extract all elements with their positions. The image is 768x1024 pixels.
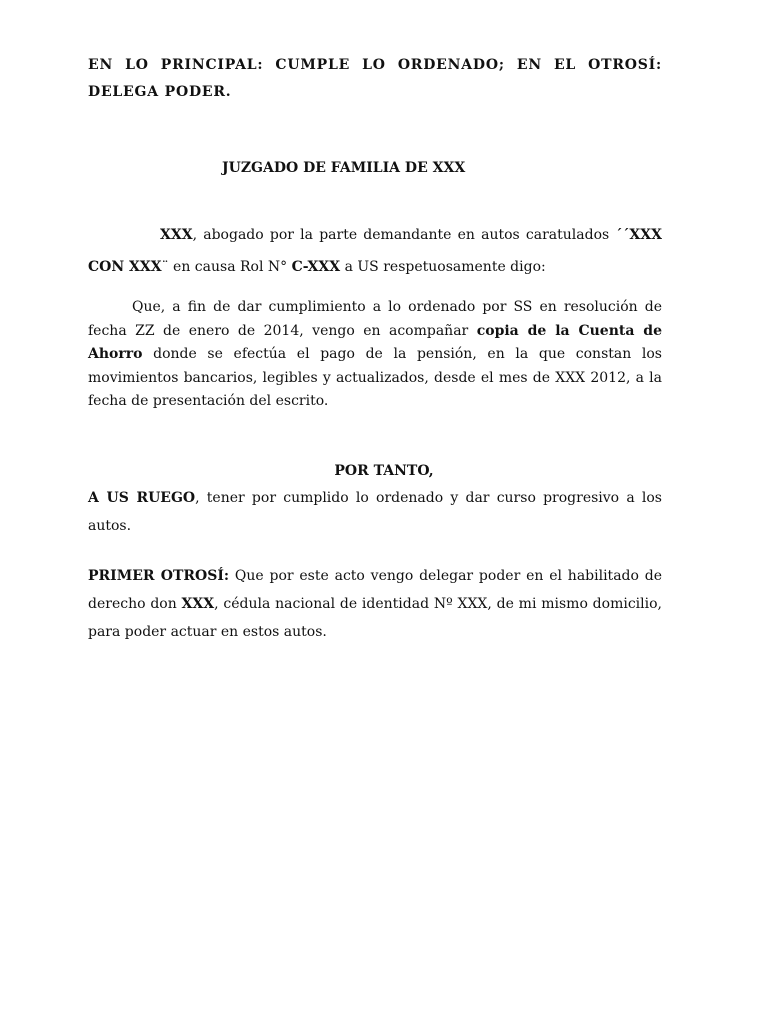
document-heading: EN LO PRINCIPAL: CUMPLE LO ORDENADO; EN EL OTROSÍ: DELEGA PODER. — [88, 57, 662, 100]
otrosi-text-1: Que por este acto vengo delegar poder en el habilitado de derecho don — [88, 568, 662, 612]
body-paragraph — [88, 296, 662, 414]
intro-text-2: ¨ en causa Rol N° — [161, 259, 292, 275]
paragraph-text-1: Que, a fin de dar cumplimiento a lo ordenado por SS en resolución de fecha ZZ de enero de 2014, vengo en acompañar — [88, 299, 662, 339]
otrosi-paragraph — [88, 562, 662, 646]
case-title: ´´XXX CON XXX — [88, 227, 662, 275]
por-tanto-heading: POR TANTO, — [334, 463, 434, 479]
intro-text-1: , abogado por la parte demandante en autos caratulados — [192, 227, 616, 243]
intro-text-3: a US respetuosamente digo: — [340, 259, 546, 275]
paragraph-bold: copia de la Cuenta de Ahorro — [88, 322, 663, 362]
intro-paragraph — [88, 219, 662, 283]
court-title: JUZGADO DE FAMILIA DE XXX — [222, 160, 466, 176]
lawyer-name: XXX — [160, 227, 193, 243]
ruego-text: , tener por cumplido lo ordenado y dar curso progresivo a los autos. — [88, 490, 662, 534]
ruego-label: A US RUEGO — [88, 490, 196, 506]
otrosi-text-2: , cédula nacional de identidad Nº XXX, de mi mismo domicilio, para poder actuar en estos autos. — [88, 596, 662, 640]
paragraph-text-2: donde se efectúa el pago de la pensión, en la que constan los movimientos bancarios, legibles y actualizados, desde el mes de XXX 2012, a la fecha de presentación del escrito. — [88, 346, 662, 409]
ruego-paragraph — [88, 484, 662, 540]
otrosi-name: XXX — [181, 596, 215, 612]
case-rol: C-XXX — [291, 259, 341, 275]
otrosi-label: PRIMER OTROSÍ: — [88, 568, 230, 584]
